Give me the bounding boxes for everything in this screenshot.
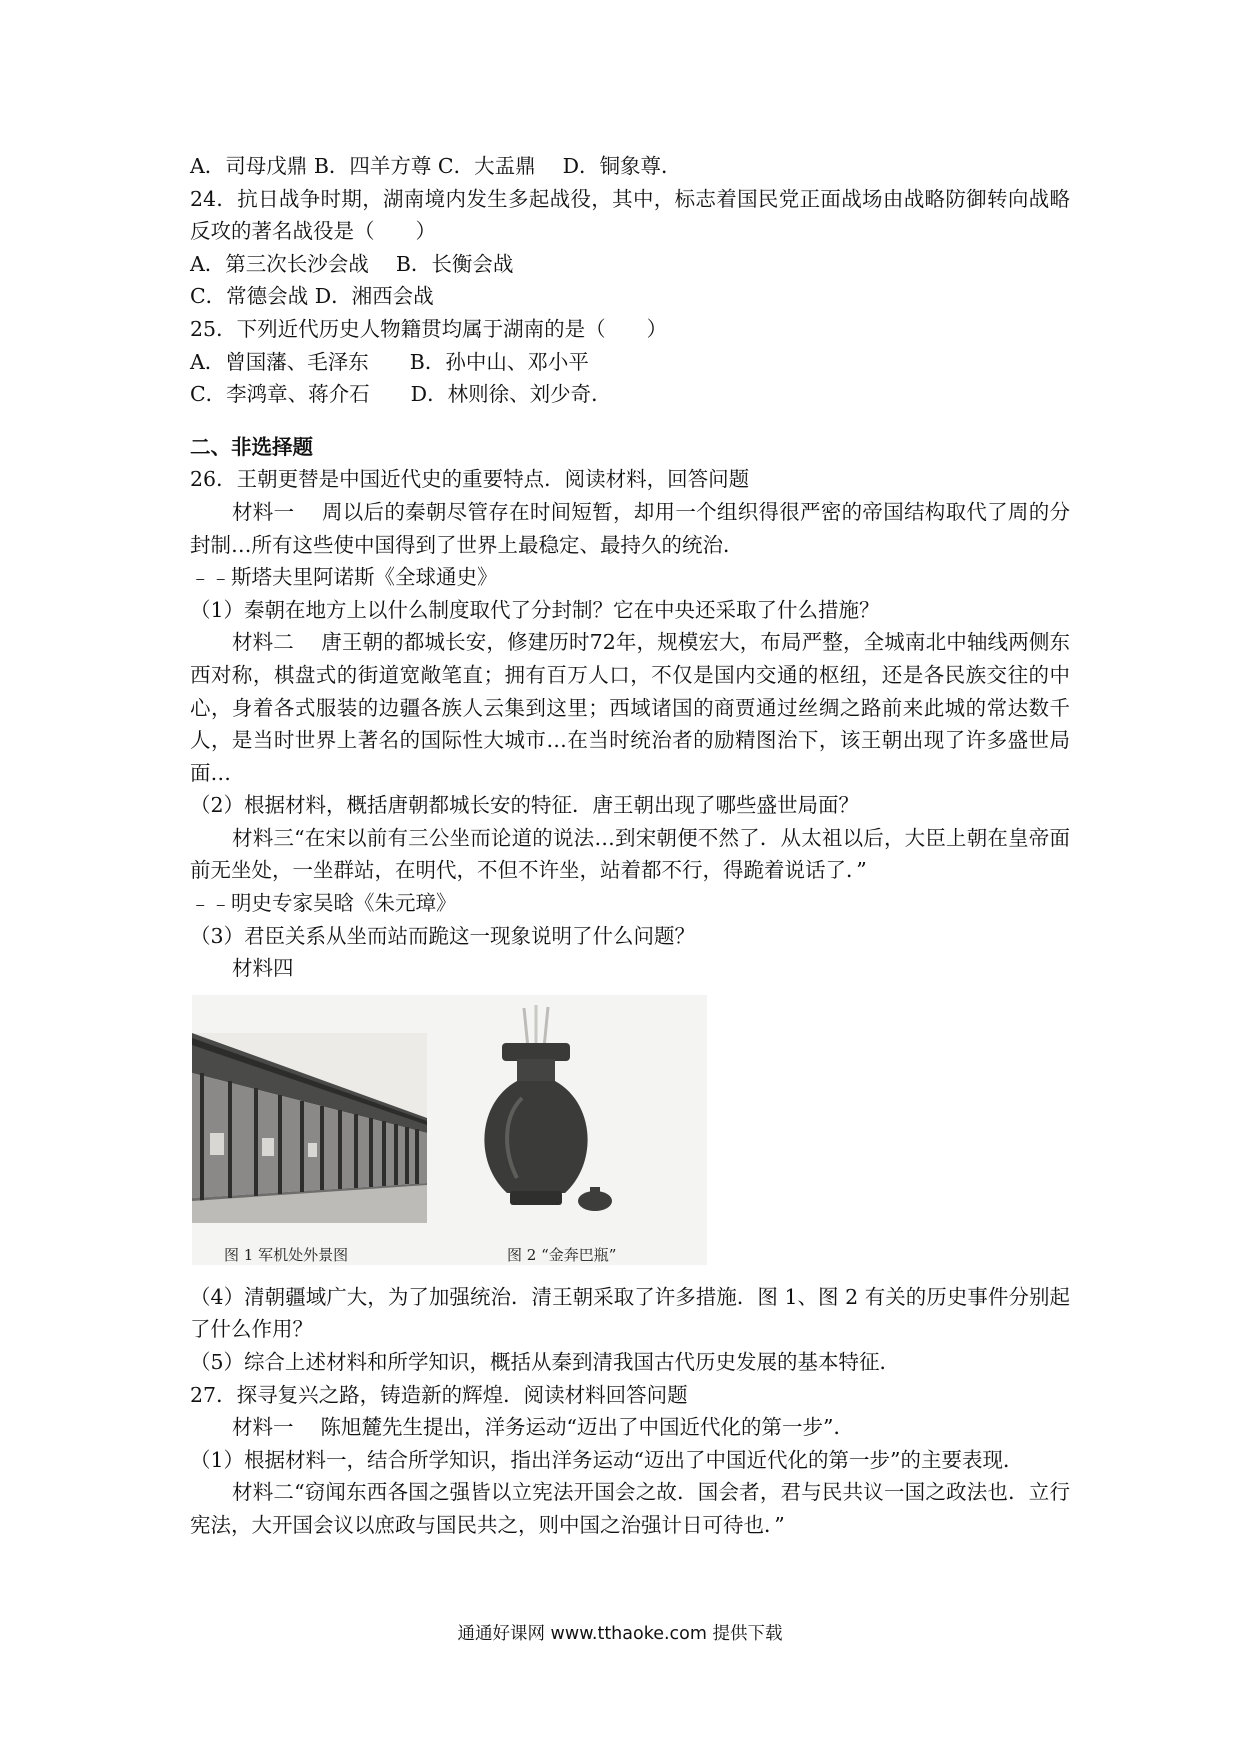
figure-1-caption: 图 1 军机处外景图 [224,1245,349,1264]
q26-material-4-label: 材料四 [232,956,294,981]
q26-subquestion-5: （5）综合上述材料和所学知识，概括从秦到清我国古代历史发展的基本特征． [190,1350,901,1375]
q24-options-row-2: C．常德会战 D．湘西会战 [190,284,434,309]
q26-subquestion-1: （1）秦朝在地方上以什么制度取代了分封制？它在中央还采取了什么措施？ [190,597,880,622]
golden-urn-image [462,1003,632,1223]
q26-material-1: 材料一 周以后的秦朝尽管存在时间短暂，却用一个组织得很严密的帝国结构取代了周的分封制…所有这些使中国得到了世界上最稳定、最持久的统治． [190,499,1070,557]
q27-stem: 27．探寻复兴之路，铸造新的辉煌．阅读材料回答问题 [190,1382,688,1407]
q24-stem: 24．抗日战争时期，湖南境内发生多起战役，其中，标志着国民党正面战场由战略防御转向战略反攻的著名战役是（ ） [190,186,1070,244]
q25-options-row-2: C．李鸿章、蒋介石 D．林则徐、刘少奇． [190,382,612,407]
page-content [190,150,1070,1542]
q26-source-1: ﹣﹣斯塔夫里阿诺斯《全球通史》 [190,565,498,590]
q26-stem: 26．王朝更替是中国近代史的重要特点．阅读材料，回答问题 [190,467,750,492]
material-4-figures [192,995,707,1265]
page-footer: 通通好课网 www.tthaoke.com 提供下载 [457,1624,783,1644]
q26-subquestion-3: （3）君臣关系从坐而站而跪这一现象说明了什么问题？ [190,923,696,948]
q26-subquestion-4: （4）清朝疆域广大，为了加强统治．清王朝采取了许多措施．图 1、图 2 有关的历史事件分别起了什么作用？ [190,1284,1070,1342]
q26-material-2: 材料二 唐王朝的都城长安，修建历时72年，规模宏大，布局严整，全城南北中轴线两侧东西对称，棋盘式的街道宽敞笔直；拥有百万人口，不仅是国内交通的枢纽，还是各民族交往的中心，身着各式服装的边疆各族人云集到这里；西域诸国的商贾通过丝绸之路前来此城的常达数千人，是当时世界上著名的国际性大城市…在当时统治者的励精图治下，该王朝出现了许多盛世局面… [190,630,1070,785]
q26-source-3: ﹣﹣明史专家吴晗《朱元璋》 [190,891,457,916]
q27-material-1: 材料一 陈旭麓先生提出，洋务运动“迈出了中国近代化的第一步”． [232,1415,854,1440]
q27-subquestion-1: （1）根据材料一，结合所学知识，指出洋务运动“迈出了中国近代化的第一步”的主要表现． [190,1447,1024,1472]
q23-options: A．司母戊鼎 B．四羊方尊 C．大盂鼎 D．铜象尊． [190,154,682,178]
q25-options-row-1: A．曾国藩、毛泽东 B．孙中山、邓小平 [190,349,589,374]
figure-2-caption: 图 2 “金奔巴瓶” [507,1245,617,1264]
q25-stem: 25．下列近代历史人物籍贯均属于湖南的是（ ） [190,316,668,341]
section-title-non-choice: 二、非选择题 [190,434,313,459]
junjichu-building-image [192,1033,427,1223]
q27-material-2: 材料二“窃闻东西各国之强皆以立宪法开国会之故．国会者，君与民共议一国之政法也．立行宪法，大开国会议以庶政与国民共之，则中国之治强计日可待也．” [190,1480,1070,1537]
q26-material-3: 材料三“在宋以前有三公坐而论道的说法…到宋朝便不然了．从太祖以后，大臣上朝在皇帝面前无坐处，一坐群站，在明代，不但不许坐，站着都不行，得跪着说话了．” [190,825,1070,883]
q26-subquestion-2: （2）根据材料，概括唐朝都城长安的特征．唐王朝出现了哪些盛世局面？ [190,793,860,818]
q24-options-row-1: A．第三次长沙会战 B．长衡会战 [190,251,514,276]
